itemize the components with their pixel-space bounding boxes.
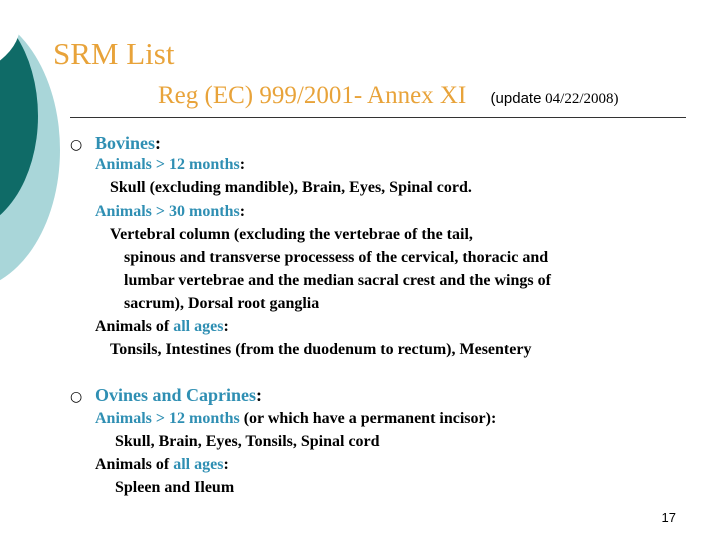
group-label-suffix: : [239,156,246,173]
group-label-plain: Animals of [95,456,174,473]
group-label-plain: Animals of [95,318,174,335]
group-label-suffix: : [223,318,229,335]
update-word: (update [490,90,542,107]
heading-colon: : [256,385,263,405]
group-label [95,317,229,337]
group-label-suffix: : [239,203,246,220]
section-heading-bovines [95,133,161,153]
page-number: 17 [661,510,676,525]
group-label-text: Animals > 30 months [95,203,240,220]
srm-list-line: Skull (excluding mandible), Brain, Eyes, Spinal cord. [110,179,472,196]
group-label [95,409,496,429]
group-label [95,202,245,222]
group-label-text: all ages [173,456,224,473]
group-label-suffix: : [223,456,229,473]
section-heading-text: Ovines and Caprines [95,385,257,405]
srm-list-line: lumbar vertebrae and the median sacral crest and the wings of [124,272,551,289]
srm-list-line: spinous and transverse processess of the cervical, thoracic and [124,249,549,266]
slide-title: SRM List [53,36,175,71]
srm-list-line: sacrum), Dorsal root ganglia [124,295,320,312]
group-label-text: Animals > 12 months [95,410,240,427]
group-label [95,455,229,475]
bullet-circle-icon: ○ [70,389,83,405]
bullet-circle-icon: ○ [70,137,83,153]
srm-list-line: Tonsils, Intestines (from the duodenum to rectum), Mesentery [110,341,532,358]
group-label-text: all ages [173,318,224,335]
section-heading-ovines-caprines [95,385,262,405]
heading-colon: : [155,133,162,153]
srm-list-line: Vertebral column (excluding the vertebrae of the tail, [110,226,473,243]
update-date: 04/22/2008) [545,91,619,107]
group-label-suffix: (or which have a permanent incisor): [239,410,497,427]
section-heading-text: Bovines [95,133,156,153]
srm-list-line: Spleen and Ileum [115,479,235,496]
title-divider [70,117,686,118]
update-note [491,91,619,107]
regulation-reference: Reg (EC) 999/2001- Annex XI [158,82,467,109]
group-label [95,155,245,175]
slide-subtitle [158,82,619,110]
group-label-text: Animals > 12 months [95,156,240,173]
srm-list-line: Skull, Brain, Eyes, Tonsils, Spinal cord [115,433,380,450]
